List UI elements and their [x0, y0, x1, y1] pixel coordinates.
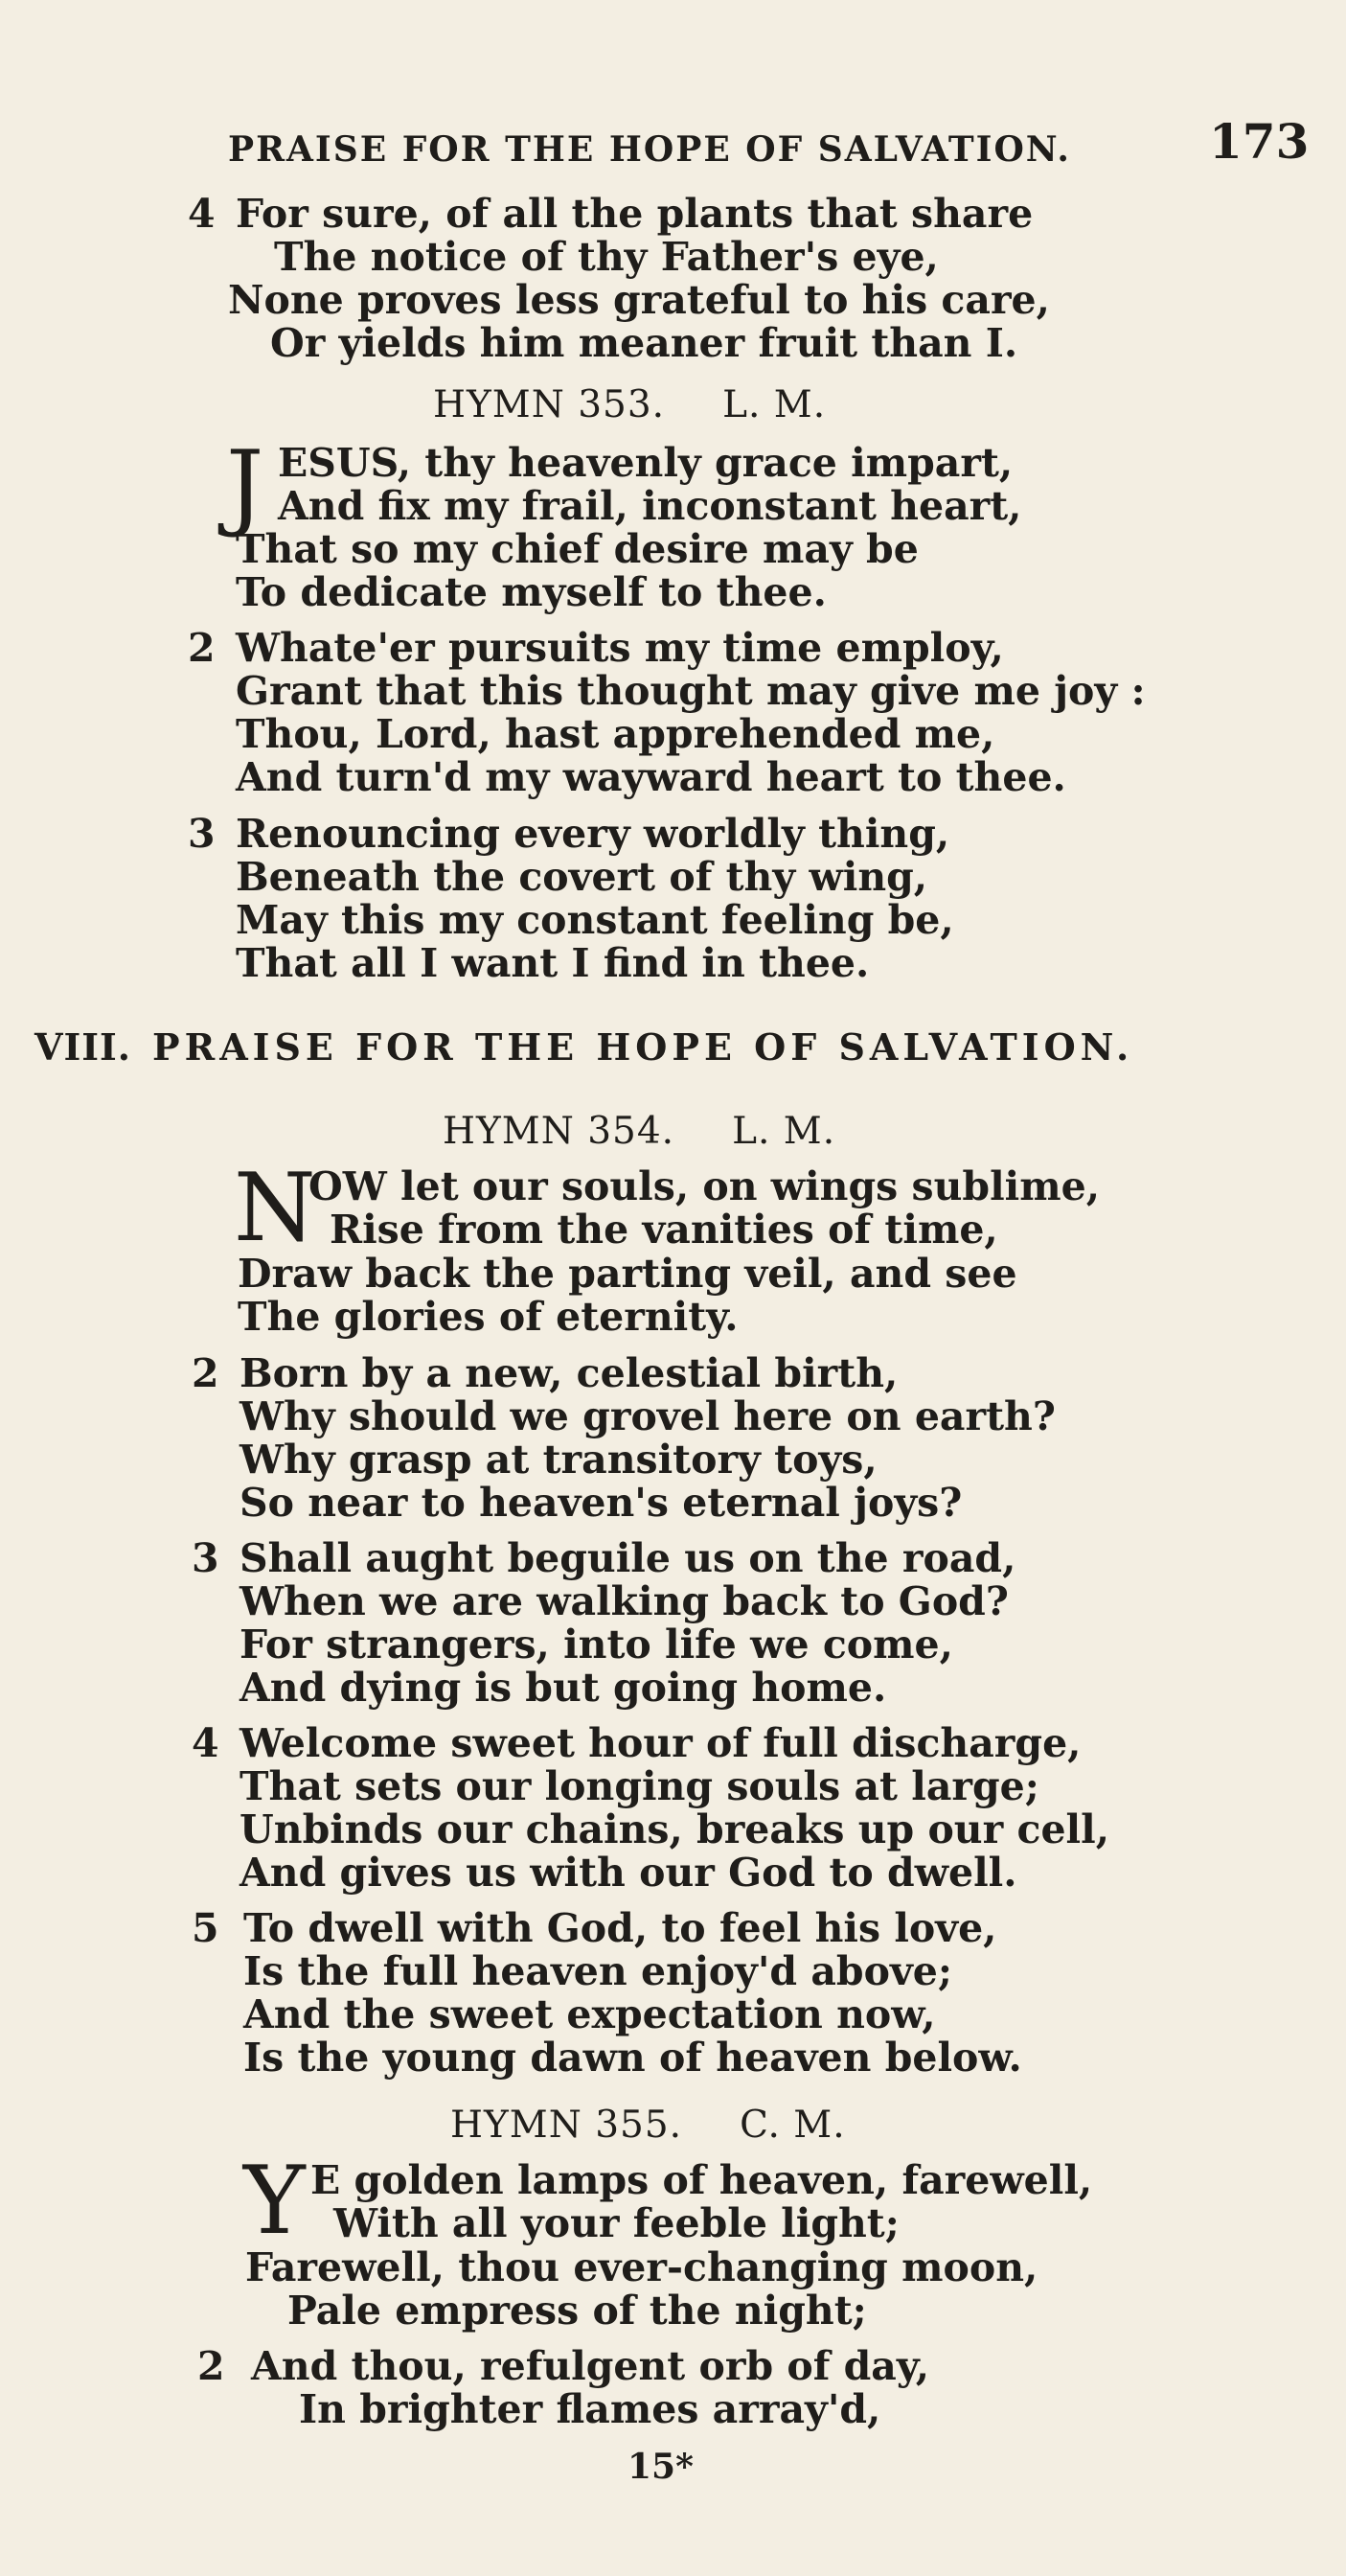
hymn-heading	[433, 383, 826, 427]
stanza-number: 2	[188, 625, 216, 671]
verse-line: For sure, of all the plants that share	[236, 191, 1034, 237]
verse-line: And dying is but going home.	[240, 1665, 887, 1711]
verse-line: May this my constant feeling be,	[236, 897, 954, 943]
verse-line: When we are walking back to God?	[240, 1578, 1009, 1624]
verse-line: With all your feeble light;	[333, 2200, 900, 2246]
verse-line: And fix my frail, inconstant heart,	[278, 483, 1022, 529]
verse-line: Born by a new, celestial birth,	[240, 1350, 899, 1396]
hymn-meter: L. M.	[732, 1110, 836, 1153]
verse-line: In brighter flames array'd,	[299, 2386, 881, 2432]
verse-line: Unbinds our chains, breaks up our cell,	[240, 1806, 1109, 1852]
stanza-number: 3	[188, 811, 216, 857]
stanza-number: 2	[192, 1350, 219, 1396]
verse-line: Grant that this thought may give me joy :	[236, 668, 1146, 714]
verse-line: Draw back the parting veil, and see	[238, 1251, 1017, 1297]
verse-line: That sets our longing souls at large;	[240, 1763, 1039, 1809]
hymn-meter: C. M.	[740, 2104, 846, 2147]
verse-line: To dwell with God, to feel his love,	[243, 1905, 997, 1951]
stanza-number: 4	[188, 191, 216, 237]
verse-line: Welcome sweet hour of full discharge,	[240, 1720, 1082, 1766]
verse-line: Farewell, thou ever-changing moon,	[245, 2244, 1038, 2290]
signature-mark: 15*	[627, 2447, 694, 2487]
verse-line: ESUS, thy heavenly grace impart,	[278, 440, 1014, 486]
verse-line: The notice of thy Father's eye,	[274, 234, 939, 280]
section-title: PRAISE FOR THE HOPE OF SALVATION.	[152, 1025, 1134, 1069]
verse-line: And turn'd my wayward heart to thee.	[236, 754, 1066, 800]
verse-line: And thou, refulgent orb of day,	[251, 2343, 930, 2389]
stanza-number: 2	[197, 2343, 225, 2389]
verse-line: None proves less grateful to his care,	[228, 277, 1050, 323]
verse-line: For strangers, into life we come,	[240, 1622, 953, 1668]
verse-line: Why grasp at transitory toys,	[240, 1437, 878, 1483]
verse-line: And gives us with our God to dwell.	[240, 1850, 1017, 1896]
running-head: PRAISE FOR THE HOPE OF SALVATION.	[228, 129, 1071, 170]
verse-line: The glories of eternity.	[238, 1294, 739, 1340]
hymn-meter: L. M.	[722, 383, 827, 426]
hymn-heading	[443, 1110, 835, 1154]
verse-line: Shall aught beguile us on the road,	[240, 1535, 1016, 1581]
verse-line: And the sweet expectation now,	[243, 1991, 936, 2037]
verse-line: Why should we grovel here on earth?	[240, 1393, 1056, 1439]
hymn-number: HYMN 355.	[450, 2104, 683, 2147]
verse-line: To dedicate myself to thee.	[236, 569, 827, 615]
verse-line: Thou, Lord, hast apprehended me,	[236, 711, 995, 757]
hymn-heading	[450, 2104, 846, 2148]
hymn-number: HYMN 354.	[443, 1110, 675, 1153]
verse-line: Or yields him meaner fruit than I.	[270, 320, 1018, 366]
verse-line: E golden lamps of heaven, farewell,	[310, 2157, 1093, 2203]
section-number: VIII.	[34, 1025, 132, 1069]
verse-line: Is the young dawn of heaven below.	[243, 2035, 1022, 2081]
drop-cap: Y	[243, 2147, 306, 2256]
verse-line: Is the full heaven enjoy'd above;	[243, 1948, 952, 1994]
verse-line: That all I want I find in thee.	[236, 940, 870, 986]
stanza-number: 5	[192, 1905, 219, 1951]
hymn-number: HYMN 353.	[433, 383, 666, 426]
verse-line: Beneath the covert of thy wing,	[236, 854, 928, 900]
verse-line: So near to heaven's eternal joys?	[240, 1480, 963, 1526]
verse-line: Rise from the vanities of time,	[330, 1207, 998, 1253]
verse-line: That so my chief desire may be	[236, 526, 919, 572]
verse-line: OW let our souls, on wings sublime,	[308, 1163, 1100, 1209]
stanza-number: 3	[192, 1535, 219, 1581]
drop-cap: J	[226, 431, 264, 540]
verse-line: Renouncing every worldly thing,	[236, 811, 950, 857]
page-number: 173	[1209, 113, 1310, 170]
section-heading	[34, 1025, 1133, 1069]
verse-line: Whate'er pursuits my time employ,	[236, 625, 1004, 671]
verse-line: Pale empress of the night;	[287, 2288, 867, 2334]
drop-cap: N	[234, 1154, 316, 1263]
stanza-number: 4	[192, 1720, 219, 1766]
